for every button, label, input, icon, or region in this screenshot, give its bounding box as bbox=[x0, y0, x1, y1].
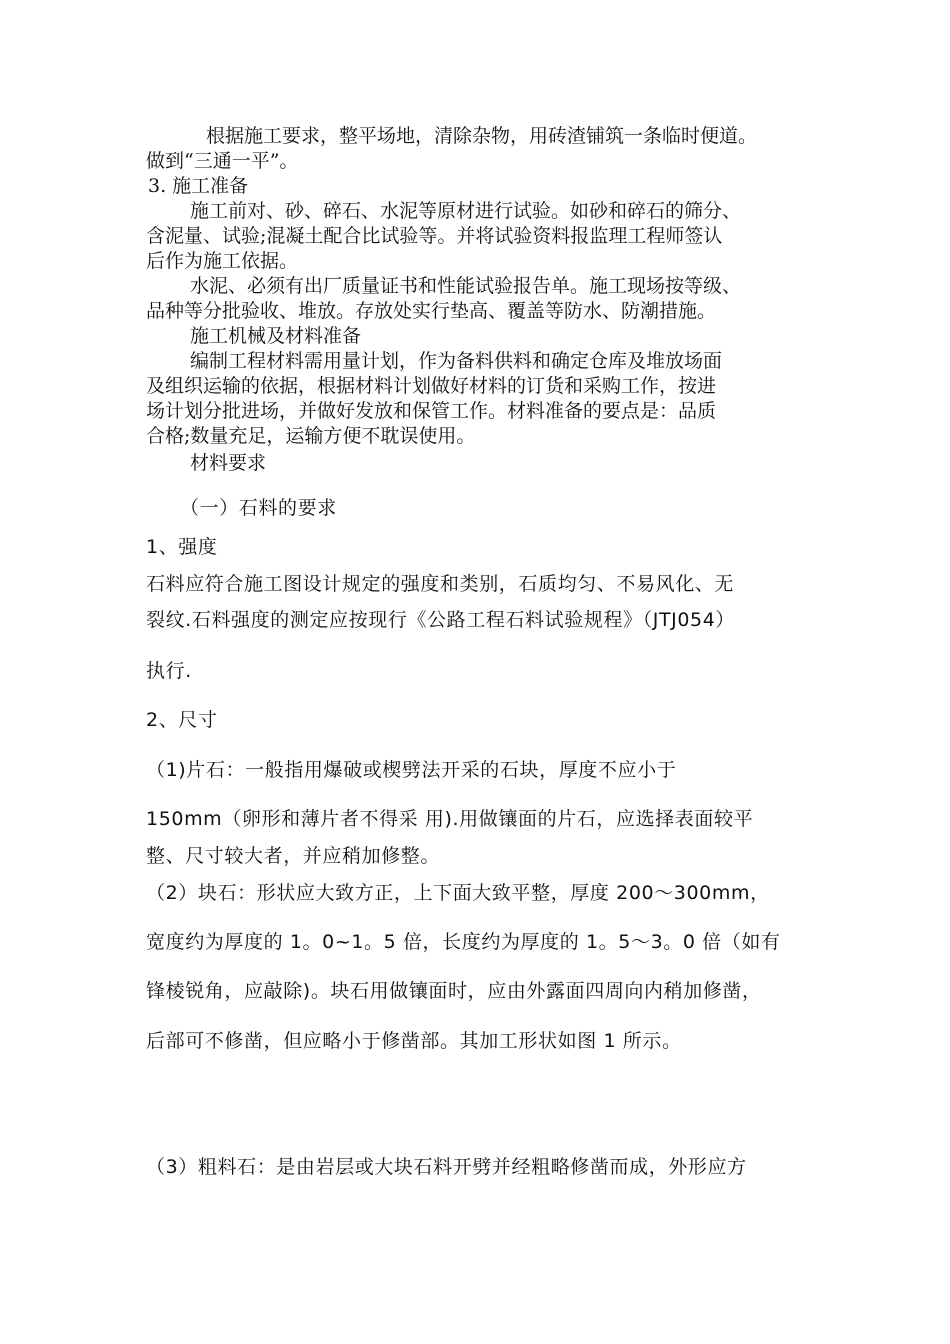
paragraph-line: （2）块石：形状应大致方正，上下面大致平整，厚度 200～300mm， bbox=[146, 882, 770, 904]
paragraph-line: 锋棱锐角，应敲除)。块石用做镶面时，应由外露面四周向内稍加修凿， bbox=[146, 980, 762, 1002]
paragraph-line: 水泥、必须有出厂质量证书和性能试验报告单。施工现场按等级、 bbox=[190, 275, 742, 297]
section-heading: 3. 施工准备 bbox=[148, 175, 249, 197]
paragraph-line: 执行. bbox=[146, 660, 192, 682]
paragraph-line: 场计划分批进场，并做好发放和保管工作。材料准备的要点是：品质 bbox=[146, 400, 717, 422]
paragraph-line: 宽度约为厚度的 1。0~1。5 倍，长度约为厚度的 1。5～3。0 倍（如有 bbox=[146, 931, 781, 953]
paragraph-line: 合格;数量充足，运输方便不耽误使用。 bbox=[146, 425, 476, 447]
paragraph-line: 根据施工要求，整平场地，清除杂物，用砖渣铺筑一条临时便道。 bbox=[206, 125, 758, 147]
paragraph-line: 整、尺寸较大者，并应稍加修整。 bbox=[146, 845, 441, 867]
paragraph-line: 品种等分批验收、堆放。存放处实行垫高、覆盖等防水、防潮措施。 bbox=[146, 300, 717, 322]
paragraph-line: 后作为施工依据。 bbox=[146, 250, 299, 272]
paragraph-line: 150mm（卵形和薄片者不得采 用).用做镶面的片石，应选择表面较平 bbox=[146, 808, 754, 830]
paragraph-line: 石料应符合施工图设计规定的强度和类别，石质均匀、不易风化、无 bbox=[146, 573, 735, 595]
paragraph-line: 施工前对、砂、碎石、水泥等原材进行试验。如砂和碎石的筛分、 bbox=[190, 200, 742, 222]
section-heading: （一）石料的要求 bbox=[180, 497, 337, 519]
item-heading: 1、强度 bbox=[146, 536, 218, 558]
paragraph-line: 裂纹.石料强度的测定应按现行《公路工程石料试验规程》（JTJ054） bbox=[146, 609, 736, 631]
sub-heading: 材料要求 bbox=[190, 452, 267, 474]
sub-heading: 施工机械及材料准备 bbox=[190, 325, 362, 347]
paragraph-line: 做到“三通一平”。 bbox=[146, 150, 299, 172]
item-heading: 2、尺寸 bbox=[146, 709, 218, 731]
paragraph-line: 编制工程材料需用量计划，作为备料供料和确定仓库及堆放场面 bbox=[190, 350, 723, 372]
paragraph-line: （1)片石：一般指用爆破或楔劈法开采的石块，厚度不应小于 bbox=[146, 759, 677, 781]
paragraph-line: 及组织运输的依据，根据材料计划做好材料的订货和采购工作，按进 bbox=[146, 375, 717, 397]
paragraph-line: 后部可不修凿，但应略小于修凿部。其加工形状如图 1 所示。 bbox=[146, 1030, 682, 1052]
paragraph-line: （3）粗料石：是由岩层或大块石料开劈并经粗略修凿而成，外形应方 bbox=[146, 1156, 747, 1178]
paragraph-line: 含泥量、试验;混凝土配合比试验等。并将试验资料报监理工程师签认 bbox=[146, 225, 723, 247]
